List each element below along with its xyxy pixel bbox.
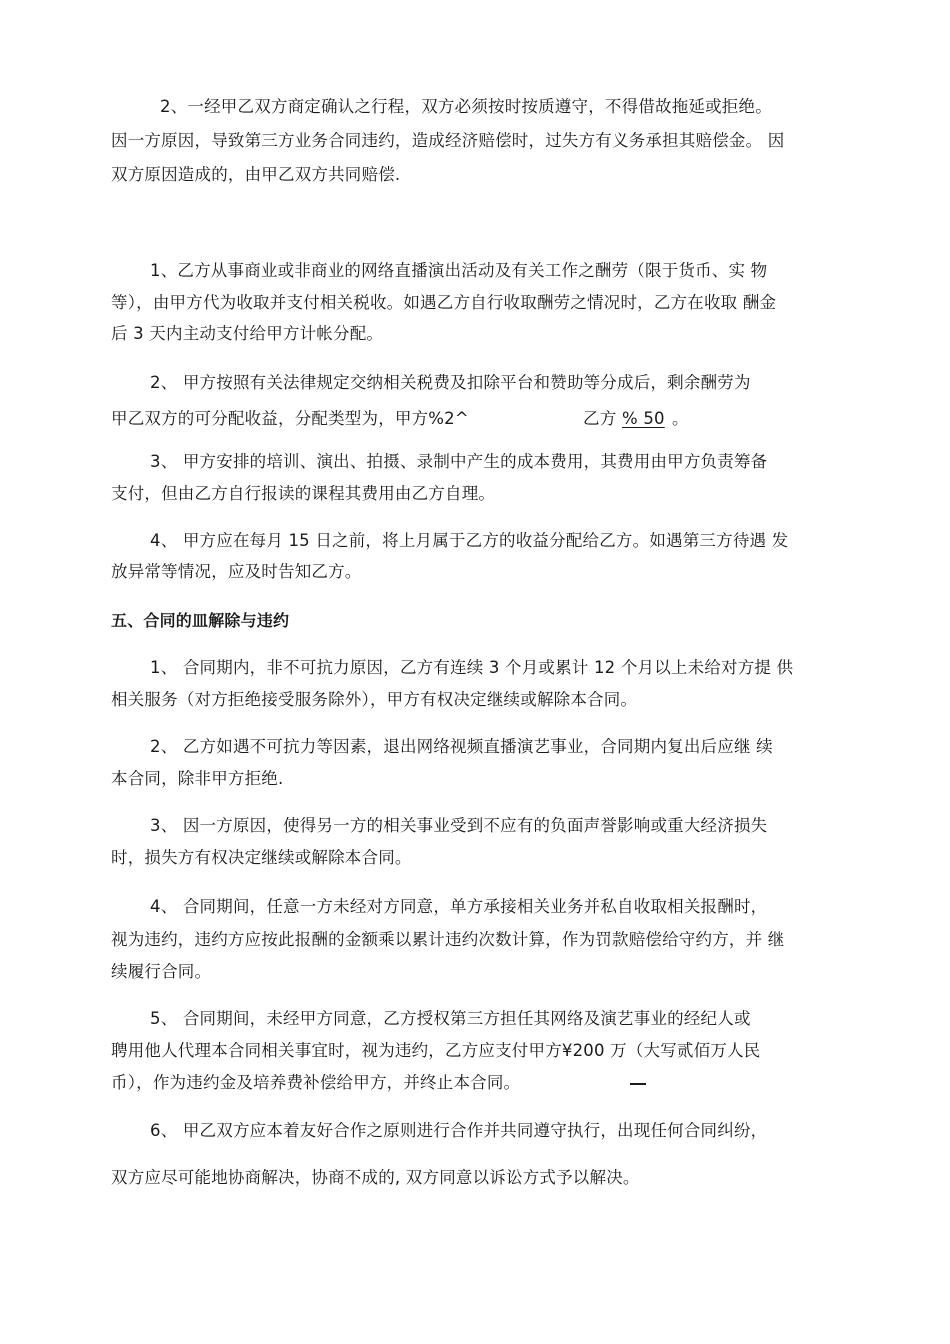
section-heading: 五、合同的皿解除与违约: [111, 611, 290, 630]
text-line: 币），作为违约金及培养费补偿给甲方，并终止本合同。: [111, 1073, 521, 1092]
text-line: 因一方原因，导致第三方业务合同违约，造成经济赔偿时，过失方有义务承担其赔偿金。 因: [111, 131, 785, 150]
text-line: 支付，但由乙方自行报读的课程其费用由乙方自理。: [111, 484, 496, 503]
text-line: 等），由甲方代为收取并支付相关税收。如遇乙方自行收取酬劳之情况时，乙方在收取 酬金: [111, 293, 777, 312]
text-line: 1、乙方从事商业或非商业的网络直播演出活动及有关工作之酬劳（限于货币、实 物: [150, 261, 768, 280]
text-line: 视为违约，违约方应按此报酬的金额乘以累计违约次数计算，作为罚款赔偿给守约方，并 继: [111, 930, 785, 949]
text-line: 3、 甲方安排的培训、演出、拍摄、录制中产生的成本费用，其费用由甲方负责筹备: [150, 452, 768, 471]
dash-mark: [630, 1083, 646, 1085]
text-line: 续履行合同。: [111, 962, 212, 981]
text-line: 双方原因造成的，由甲乙双方共同赔偿.: [111, 165, 401, 184]
text-line: 相关服务（对方拒绝接受服务除外），甲方有权决定继续或解除本合同。: [111, 690, 638, 709]
text-line: 1、 合同期内，非不可抗力原因，乙方有连续 3 个月或累计 12 个月以上未给对方提 供: [150, 658, 794, 677]
text-line: 4、 合同期间，任意一方未经对方同意，单方承接相关业务并私自收取相关报酬时，: [150, 897, 768, 916]
text-line: 。: [672, 409, 689, 428]
text-line: 乙方: [583, 409, 617, 428]
text-line: 放异常等情况，应及时告知乙方。: [111, 562, 362, 581]
text-line: 4、 甲方应在每月 15 日之前，将上月属于乙方的收益分配给乙方。如遇第三方待遇 发: [150, 531, 789, 550]
text-line: 时，损失方有权决定继续或解除本合同。: [111, 848, 412, 867]
text-line: 聘用他人代理本合同相关事宜时，视为违约，乙方应支付甲方¥200 万（大写贰佰万人民: [111, 1041, 761, 1060]
text-line: 2、 甲方按照有关法律规定交纳相关税费及扣除平台和赞助等分成后，剩余酬劳为: [150, 373, 751, 392]
text-line: 双方应尽可能地协商解决，协商不成的, 双方同意以诉讼方式予以解决。: [111, 1168, 640, 1187]
text-line: 6、 甲乙双方应本着友好合作之原则进行合作并共同遵守执行，出现任何合同纠纷，: [150, 1121, 768, 1140]
text-line: 5、 合同期间，未经甲方同意，乙方授权第三方担任其网络及演艺事业的经纪人或: [150, 1009, 751, 1028]
text-line: 后 3 天内主动支付给甲方计帐分配。: [111, 324, 384, 343]
text-line: 2、一经甲乙双方商定确认之行程，双方必须按时按质遵守，不得借故拖延或拒绝。: [160, 97, 772, 116]
text-line: 甲乙双方的可分配收益，分配类型为，甲方%2^: [111, 409, 469, 428]
text-line: 本合同，除非甲方拒绝.: [111, 769, 284, 788]
underlined-value: % 50: [622, 409, 665, 428]
text-line: 3、 因一方原因，使得另一方的相关事业受到不应有的负面声誉影响或重大经济损失: [150, 816, 768, 835]
text-line: 2、 乙方如遇不可抗力等因素，退出网络视频直播演艺事业，合同期内复出后应继 续: [150, 737, 773, 756]
